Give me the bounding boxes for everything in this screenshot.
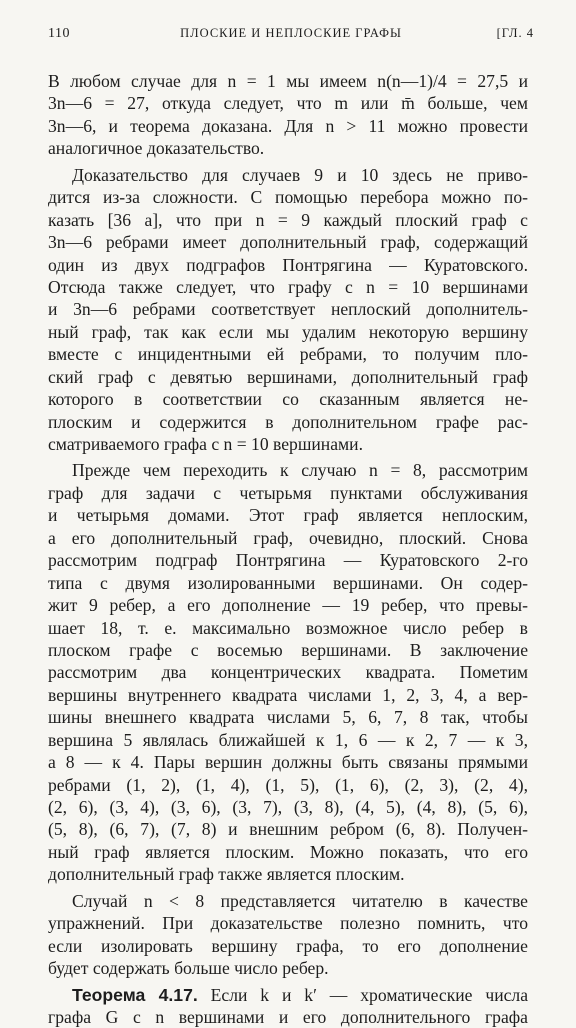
- text-line: 3n—6 = 27, откуда следует, что m или m̄ больше, чем: [48, 92, 528, 114]
- theorem-statement: [48, 984, 528, 1028]
- text-line: и четырьмя домами. Этот граф является неплоским,: [48, 504, 528, 526]
- text-line: [48, 984, 528, 1006]
- text-line: вершина 5 являлась ближайшей к 1, 6 — к 2, 7 — к 3,: [48, 729, 528, 751]
- text-line: граф для задачи с четырьмя пунктами обслуживания: [48, 482, 528, 504]
- text-line: жит 9 ребер, а его дополнение — 19 ребер, что превы-: [48, 594, 528, 616]
- text-line: а его дополнительный граф, очевидно, плоский. Снова: [48, 527, 528, 549]
- chapter-marker: [ГЛ. 4: [497, 26, 534, 41]
- theorem-text: Если k и k′ — хроматические числа: [211, 985, 528, 1005]
- text-line: 3n—6 ребрами имеет дополнительный граф, содержащий: [48, 231, 528, 253]
- paragraph: [48, 890, 528, 980]
- text-line: плоским и содержится в дополнительном графе рас-: [48, 411, 528, 433]
- text-line: рассмотрим два концентрических квадрата. Пометим: [48, 661, 528, 683]
- text-line: ный граф является плоским. Можно показать, что его: [48, 841, 528, 863]
- text-line: дится из-за сложности. С помощью перебора можно по-: [48, 186, 528, 208]
- text-line: ский граф с девятью вершинами, дополнительный граф: [48, 366, 528, 388]
- running-title: ПЛОСКИЕ И НЕПЛОСКИЕ ГРАФЫ: [48, 26, 534, 41]
- text-line: дополнительный граф также является плоским.: [48, 863, 528, 885]
- text-line: ребрами (1, 2), (1, 4), (1, 5), (1, 6), (2, 3), (2, 4),: [48, 774, 528, 796]
- text-line: сматриваемого графа с n = 10 вершинами.: [48, 433, 528, 455]
- body-text: [48, 70, 528, 1028]
- text-line: Отсюда также следует, что графу с n = 10 вершинами: [48, 276, 528, 298]
- text-line: казать [36 а], что при n = 9 каждый плоский граф с: [48, 209, 528, 231]
- text-line: В любом случае для n = 1 мы имеем n(n—1)/4 = 27,5 и: [48, 70, 528, 92]
- text-line: ный граф, так как если мы удалим некоторую вершину: [48, 321, 528, 343]
- text-line: плоском графе с восемью вершинами. В заключение: [48, 639, 528, 661]
- text-line: аналогичное доказательство.: [48, 137, 528, 159]
- text-line: будет содержать больше число ребер.: [48, 957, 528, 979]
- theorem-label: Теорема 4.17.: [72, 985, 198, 1005]
- page-number: 110: [48, 26, 70, 42]
- paragraph: [48, 459, 528, 885]
- paragraph: [48, 70, 528, 160]
- text-line: Случай n < 8 представляется читателю в качестве: [48, 890, 528, 912]
- paragraph: [48, 164, 528, 456]
- text-line: упражнений. При доказательстве полезно помнить, что: [48, 912, 528, 934]
- text-line: Прежде чем переходить к случаю n = 8, рассмотрим: [48, 459, 528, 481]
- text-line: один из двух подграфов Понтрягина — Куратовского.: [48, 254, 528, 276]
- text-line: шины внешнего квадрата числами 5, 6, 7, 8 так, чтобы: [48, 706, 528, 728]
- running-header: [48, 26, 534, 48]
- text-line: (2, 6), (3, 4), (3, 6), (3, 7), (3, 8), (4, 5), (4, 8), (5, 6),: [48, 796, 528, 818]
- text-line: вершины внутреннего квадрата числами 1, 2, 3, 4, а вер-: [48, 684, 528, 706]
- text-line: вместе с инцидентными ей ребрами, то получим пло-: [48, 343, 528, 365]
- text-line: и 3n—6 ребрами соответствует неплоский дополнитель-: [48, 298, 528, 320]
- text-line: рассмотрим подграф Понтрягина — Куратовского 2-го: [48, 549, 528, 571]
- text-line: шает 18, т. е. максимально возможное число ребер в: [48, 617, 528, 639]
- text-line: графа G с n вершинами и его дополнительного графа: [48, 1006, 528, 1028]
- text-line: если изолировать вершину графа, то его дополнение: [48, 935, 528, 957]
- text-line: Доказательство для случаев 9 и 10 здесь не приво-: [48, 164, 528, 186]
- text-line: которого в соответствии со сказанным является не-: [48, 388, 528, 410]
- text-line: а 8 — к 4. Пары вершин должны быть связаны прямыми: [48, 751, 528, 773]
- text-line: типа с двумя изолированными вершинами. Он содер-: [48, 572, 528, 594]
- text-line: (5, 8), (6, 7), (7, 8) и внешним ребром (6, 8). Получен-: [48, 818, 528, 840]
- text-line: 3n—6, и теорема доказана. Для n > 11 можно провести: [48, 115, 528, 137]
